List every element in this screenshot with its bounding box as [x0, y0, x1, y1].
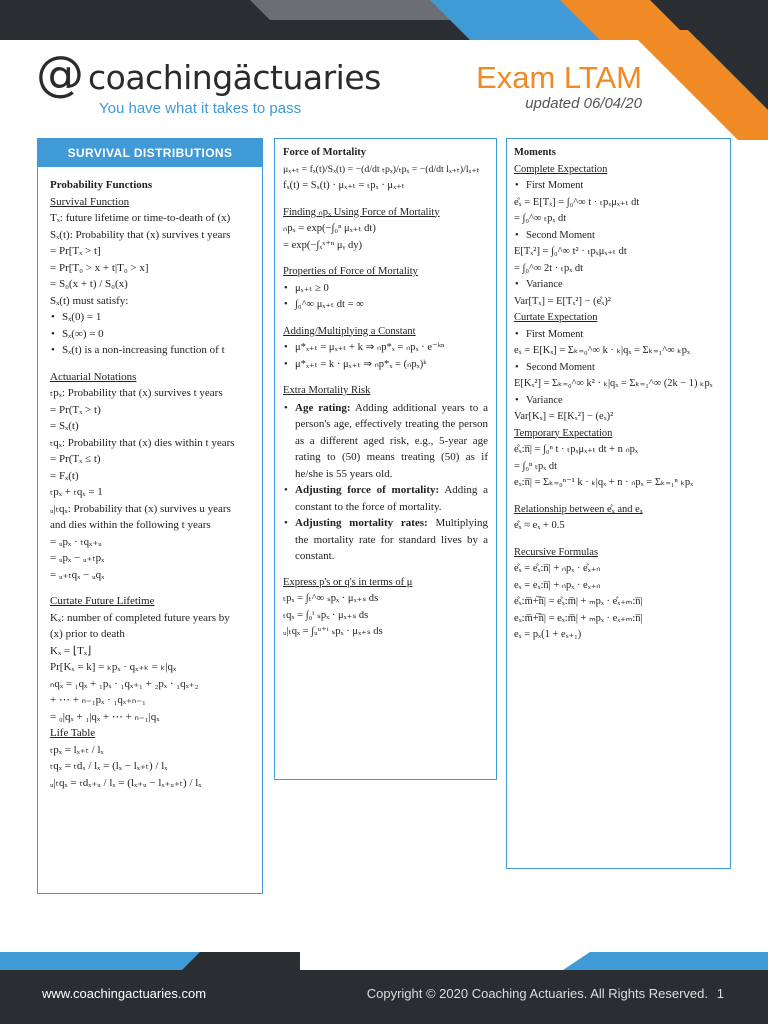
bullet-item: • Variance: [514, 393, 723, 410]
formula-line: Var[Kₓ] = E[Kₓ²] − (eₓ)²: [514, 411, 614, 422]
spacer: [514, 492, 723, 502]
formula-line: = Pr[T₀ > x + t|T₀ > x]: [50, 261, 149, 274]
formula-line: e̊ₓ:n̅| = ∫₀ⁿ t · ₜpₓμₓ₊ₜ dt + n ₙpₓ: [514, 444, 638, 455]
bullet-item: • μ*ₓ₊ₜ = k · μₓ₊ₜ ⇒ ₙp*ₓ = (ₙpₓ)ᵏ: [283, 357, 488, 374]
formula-line: Kₓ: number of completed future years by: [50, 611, 230, 624]
formula-line: = ∫₀ⁿ ₜpₓ dt: [514, 460, 558, 472]
formula-line: e̊ₓ = E[Tₓ] = ∫₀^∞ t · ₜpₓμₓ₊ₜ dt: [514, 196, 640, 208]
force-of-mortality-column: [274, 138, 497, 780]
subsection-heading: Finding ₙpₓ Using Force of Mortality: [283, 206, 440, 218]
right-decorative-stripes: [628, 30, 768, 140]
section-heading: Moments: [514, 147, 556, 158]
subsection-heading: Life Table: [50, 727, 96, 739]
formula-line: (x) prior to death: [50, 628, 125, 640]
formula-line: E[Kₓ²] = Σₖ₌₀^∞ k² · ₖ|qₓ = Σₖ₌₁^∞ (2k − 1) ₖpₓ: [514, 378, 713, 389]
formula-line: ₙqₓ = ₁qₓ + ₁pₓ · ₁qₓ₊₁ + ₂pₓ · ₁qₓ₊₂: [50, 677, 199, 690]
subsection-heading: Properties of Force of Mortality: [283, 266, 418, 277]
formula-line: eₓ:m̅+̅n̅| = eₓ:m̅| + ₘpₓ · eₓ₊ₘ:n̅|: [514, 612, 643, 624]
logo-wordmark: coachingäctuaries: [88, 58, 381, 97]
bullet-item: • Sₓ(∞) = 0: [50, 326, 250, 343]
subsection-heading: Complete Expectation: [514, 163, 608, 175]
formula-line: Sₓ(t): Probability that (x) survives t years: [50, 228, 231, 241]
spacer: [50, 359, 250, 369]
spacer: [283, 314, 488, 324]
formula-line: = ᵤ₊ₜqₓ − ᵤqₓ: [50, 568, 105, 581]
tagline: You have what it takes to pass: [99, 100, 302, 117]
subsection-heading: Express p's or q's in terms of μ: [283, 576, 413, 588]
moments-column: [506, 138, 731, 869]
spacer: [283, 195, 488, 205]
formula-line: Pr[Kₓ = k] = ₖpₓ · qₓ₊ₖ = ₖ|qₓ: [50, 661, 177, 673]
formula-line: eₓ = eₓ:n̅| + ₙpₓ · eₓ₊ₙ: [514, 579, 601, 591]
formula-line: fₓ(t) = Sₓ(t) · μₓ₊ₜ = ₜpₓ · μₓ₊ₜ: [283, 180, 405, 191]
spacer: [514, 535, 723, 545]
subsection-heading: Curtate Future Lifetime: [50, 595, 155, 607]
bullet-item: • First Moment: [514, 178, 723, 195]
formula-line: and dies within the following t years: [50, 519, 211, 531]
formula-line: eₓ = E[Kₓ] = Σₖ₌₀^∞ k · ₖ|qₓ = Σₖ₌₁^∞ ₖpₓ: [514, 345, 691, 356]
formula-line: ₜqₓ = ₜdₓ / lₓ = (lₓ − lₓ₊ₜ) / lₓ: [50, 760, 168, 772]
bullet-item: • Sₓ(0) = 1: [50, 309, 250, 326]
subsection-heading: Extra Mortality Risk: [283, 385, 371, 396]
formula-line: Kₓ = ⌊Tₓ⌋: [50, 644, 92, 657]
section-heading: Force of Mortality: [283, 147, 367, 158]
formula-line: = ∫₀^∞ ₜpₓ dt: [514, 213, 567, 224]
subsection-heading: Relationship between e̊ₓ and eₓ: [514, 503, 643, 515]
section-heading: Probability Functions: [50, 179, 153, 191]
formula-line: ₜpₓ + ₜqₓ = 1: [50, 486, 103, 498]
bullet-item: • First Moment: [514, 327, 723, 344]
formula-line: = ᵤpₓ − ᵤ₊ₜpₓ: [50, 552, 105, 564]
subsection-heading: Survival Function: [50, 195, 130, 208]
section-banner: SURVIVAL DISTRIBUTIONS: [38, 139, 262, 167]
formula-line: ᵤ|ₜqₓ = ∫ᵤᵘ⁺ᵗ ₛpₓ · μₓ₊ₛ ds: [283, 626, 383, 637]
bullet-item: • Sₓ(t) is a non-increasing function of t: [50, 342, 250, 359]
spacer: [50, 583, 250, 593]
bullet-item: • μ*ₓ₊ₜ = μₓ₊ₜ + k ⇒ ₙp*ₓ = ₙpₓ · e⁻ᵏⁿ: [283, 340, 488, 357]
bullet-item: • Variance: [514, 277, 723, 294]
logo-at-symbol: @: [36, 46, 84, 102]
survival-distributions-column: [37, 138, 263, 894]
formula-line: ₜpₓ = ∫ₜ^∞ ₛpₓ · μₓ₊ₛ ds: [283, 593, 379, 604]
formula-line: eₓ = pₓ(1 + eₓ₊₁): [514, 629, 582, 640]
formula-line: = Pr(Tₓ ≤ t): [50, 453, 101, 465]
subsection-heading: Recursive Formulas: [514, 546, 599, 558]
formula-line: ₜqₓ: Probability that (x) dies within t years: [50, 436, 235, 449]
formula-line: μₓ₊ₜ = fₓ(t)/Sₓ(t) = −(d/dt ₜpₓ)/ₜpₓ = −(d/dt lₓ₊ₜ)/lₓ₊ₜ: [283, 163, 480, 175]
formula-line: E[Tₓ²] = ∫₀^∞ t² · ₜpₓμₓ₊ₜ dt: [514, 246, 627, 257]
formula-line: = S₀(x + t) / S₀(x): [50, 278, 128, 290]
column-body: [38, 167, 262, 801]
subsection-heading: Temporary Expectation: [514, 427, 613, 439]
page-number: 1: [716, 986, 724, 1001]
spacer: [283, 254, 488, 264]
bullet-item: • Second Moment: [514, 228, 723, 245]
formula-line: Var[Tₓ] = E[Tₓ²] − (e̊ₓ)²: [514, 295, 611, 307]
subsection-heading: Actuarial Notations: [50, 370, 137, 383]
updated-date: updated 06/04/20: [525, 95, 642, 112]
spacer: [283, 373, 488, 383]
formula-line: = ∫₀^∞ 2t · ₜpₓ dt: [514, 262, 584, 274]
formula-line: ₜpₓ: Probability that (x) survives t years: [50, 387, 223, 399]
formula-line: = ᵤpₓ · ₜqₓ₊ᵤ: [50, 535, 102, 548]
formula-line: = Fₓ(t): [50, 469, 79, 482]
formula-line: eₓ:n̅| = Σₖ₌₀ⁿ⁻¹ k · ₖ|qₓ + n · ₙpₓ = Σₖ₌₁ⁿ ₖpₓ: [514, 477, 694, 488]
formula-line: = ₀|qₓ + ₁|qₓ + ⋯ + ₙ₋₁|qₓ: [50, 710, 160, 723]
bullet-paragraph: • Adjusting force of mortality: Adding a constant to the force of mortality.: [283, 482, 488, 515]
bullet-item: • ∫₀^∞ μₓ₊ₜ dt = ∞: [283, 297, 488, 314]
bullet-paragraph: • Adjusting mortality rates: Multiplying the mortality rate for standard lives by a constant.: [283, 515, 488, 565]
formula-line: e̊ₓ = e̊ₓ:n̅| + ₙpₓ · e̊ₓ₊ₙ: [514, 563, 601, 574]
formula-line: ₙpₓ = exp(−∫₀ⁿ μₓ₊ₜ dt): [283, 223, 376, 234]
formula-line: = Pr[Tₓ > t]: [50, 245, 101, 257]
formula-line: = Pr(Tₓ > t): [50, 403, 101, 416]
spacer: [283, 565, 488, 575]
formula-line: ₜqₓ = ∫₀ᵗ ₛpₓ · μₓ₊ₛ ds: [283, 609, 369, 621]
formula-line: ᵤ|ₜqₓ: Probability that (x) survives u years: [50, 502, 231, 515]
bullet-item: • μₓ₊ₜ ≥ 0: [283, 281, 488, 298]
formula-line: Tₓ: future lifetime or time-to-death of (x): [50, 212, 231, 224]
formula-line: e̊ₓ:m̅+̅n̅| = e̊ₓ:m̅| + ₘpₓ · e̊ₓ₊ₘ:n̅|: [514, 596, 643, 607]
formula-line: e̊ₓ ≈ eₓ + 0.5: [514, 520, 565, 531]
subsection-heading: Curtate Expectation: [514, 312, 598, 323]
formula-line: + ⋯ + ₙ₋₁pₓ · ₁qₓ₊ₙ₋₁: [50, 694, 146, 706]
page-footer: [0, 970, 768, 1024]
formula-line: = exp(−∫ₓˣ⁺ⁿ μᵧ dy): [283, 239, 363, 251]
bullet-paragraph: • Age rating: Adding additional years to a person's age, effectively treating the person as a different aged risk, e.g., 5-year age rating to (50) means treating (50) as if he/she is 55 years old.: [283, 400, 488, 483]
formula-line: ₜpₓ = lₓ₊ₜ / lₓ: [50, 743, 104, 756]
subsection-heading: Adding/Multiplying a Constant: [283, 325, 416, 337]
formula-line: Sₓ(t) must satisfy:: [50, 294, 129, 307]
bullet-item: • Second Moment: [514, 360, 723, 377]
exam-title: Exam LTAM: [476, 60, 642, 95]
footer-website: www.coachingactuaries.com: [42, 986, 207, 1001]
formula-line: = Sₓ(t): [50, 420, 79, 432]
formula-line: ᵤ|ₜqₓ = ₜdₓ₊ᵤ / lₓ = (lₓ₊ᵤ − lₓ₊ᵤ₊ₜ) / lₓ: [50, 776, 202, 789]
footer-copyright: Copyright © 2020 Coaching Actuaries. All Rights Reserved.: [366, 986, 708, 1001]
bottom-decorative-band: [0, 952, 768, 972]
